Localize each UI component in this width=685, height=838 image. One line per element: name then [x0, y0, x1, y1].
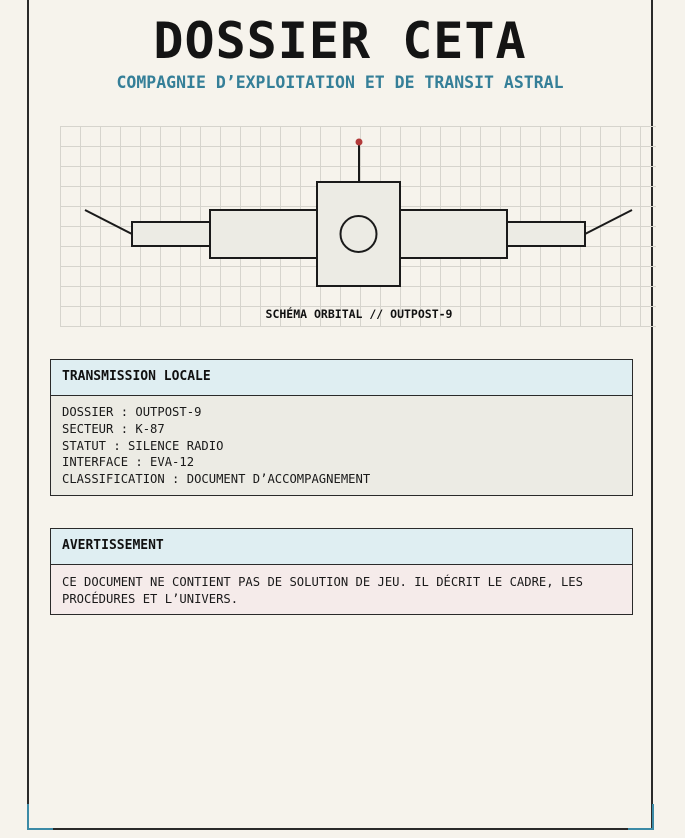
- transmission-line-classification: CLASSIFICATION : DOCUMENT D’ACCOMPAGNEMENT: [62, 472, 371, 487]
- page-title: DOSSIER CETA: [153, 12, 527, 70]
- orbital-schematic: [60, 126, 656, 327]
- right-inner-module: [400, 210, 507, 258]
- warning-heading: AVERTISSEMENT: [51, 529, 632, 565]
- transmission-panel: [50, 359, 633, 496]
- transmission-body: [51, 396, 632, 495]
- left-inner-module: [210, 210, 317, 258]
- schematic-caption: SCHÉMA ORBITAL // OUTPOST-9: [265, 307, 453, 321]
- transmission-line-secteur: SECTEUR : K-87: [62, 421, 165, 436]
- station-structure: [85, 143, 632, 286]
- left-antenna-line: [85, 210, 132, 234]
- right-outer-module: [507, 222, 585, 246]
- corner-mark-bottom-right: [628, 804, 654, 830]
- transmission-line-statut: STATUT : SILENCE RADIO: [62, 438, 224, 453]
- station-diagram: [60, 126, 656, 327]
- left-outer-module: [132, 222, 210, 246]
- transmission-heading: TRANSMISSION LOCALE: [51, 360, 632, 396]
- beacon-light: [356, 139, 363, 146]
- warning-panel: [50, 528, 633, 615]
- transmission-line-interface: INTERFACE : EVA-12: [62, 455, 195, 470]
- core-porthole: [341, 216, 377, 252]
- right-antenna-line: [585, 210, 632, 234]
- transmission-line-dossier: DOSSIER : OUTPOST-9: [62, 405, 202, 419]
- warning-text: CE DOCUMENT NE CONTIENT PAS DE SOLUTION DE JEU. IL DÉCRIT LE CADRE, LES PROCÉDURES ET L’UNIVERS.: [51, 565, 632, 614]
- page-subtitle: COMPAGNIE D’EXPLOITATION ET DE TRANSIT ASTRAL: [116, 73, 564, 92]
- corner-mark-bottom-left: [27, 804, 53, 830]
